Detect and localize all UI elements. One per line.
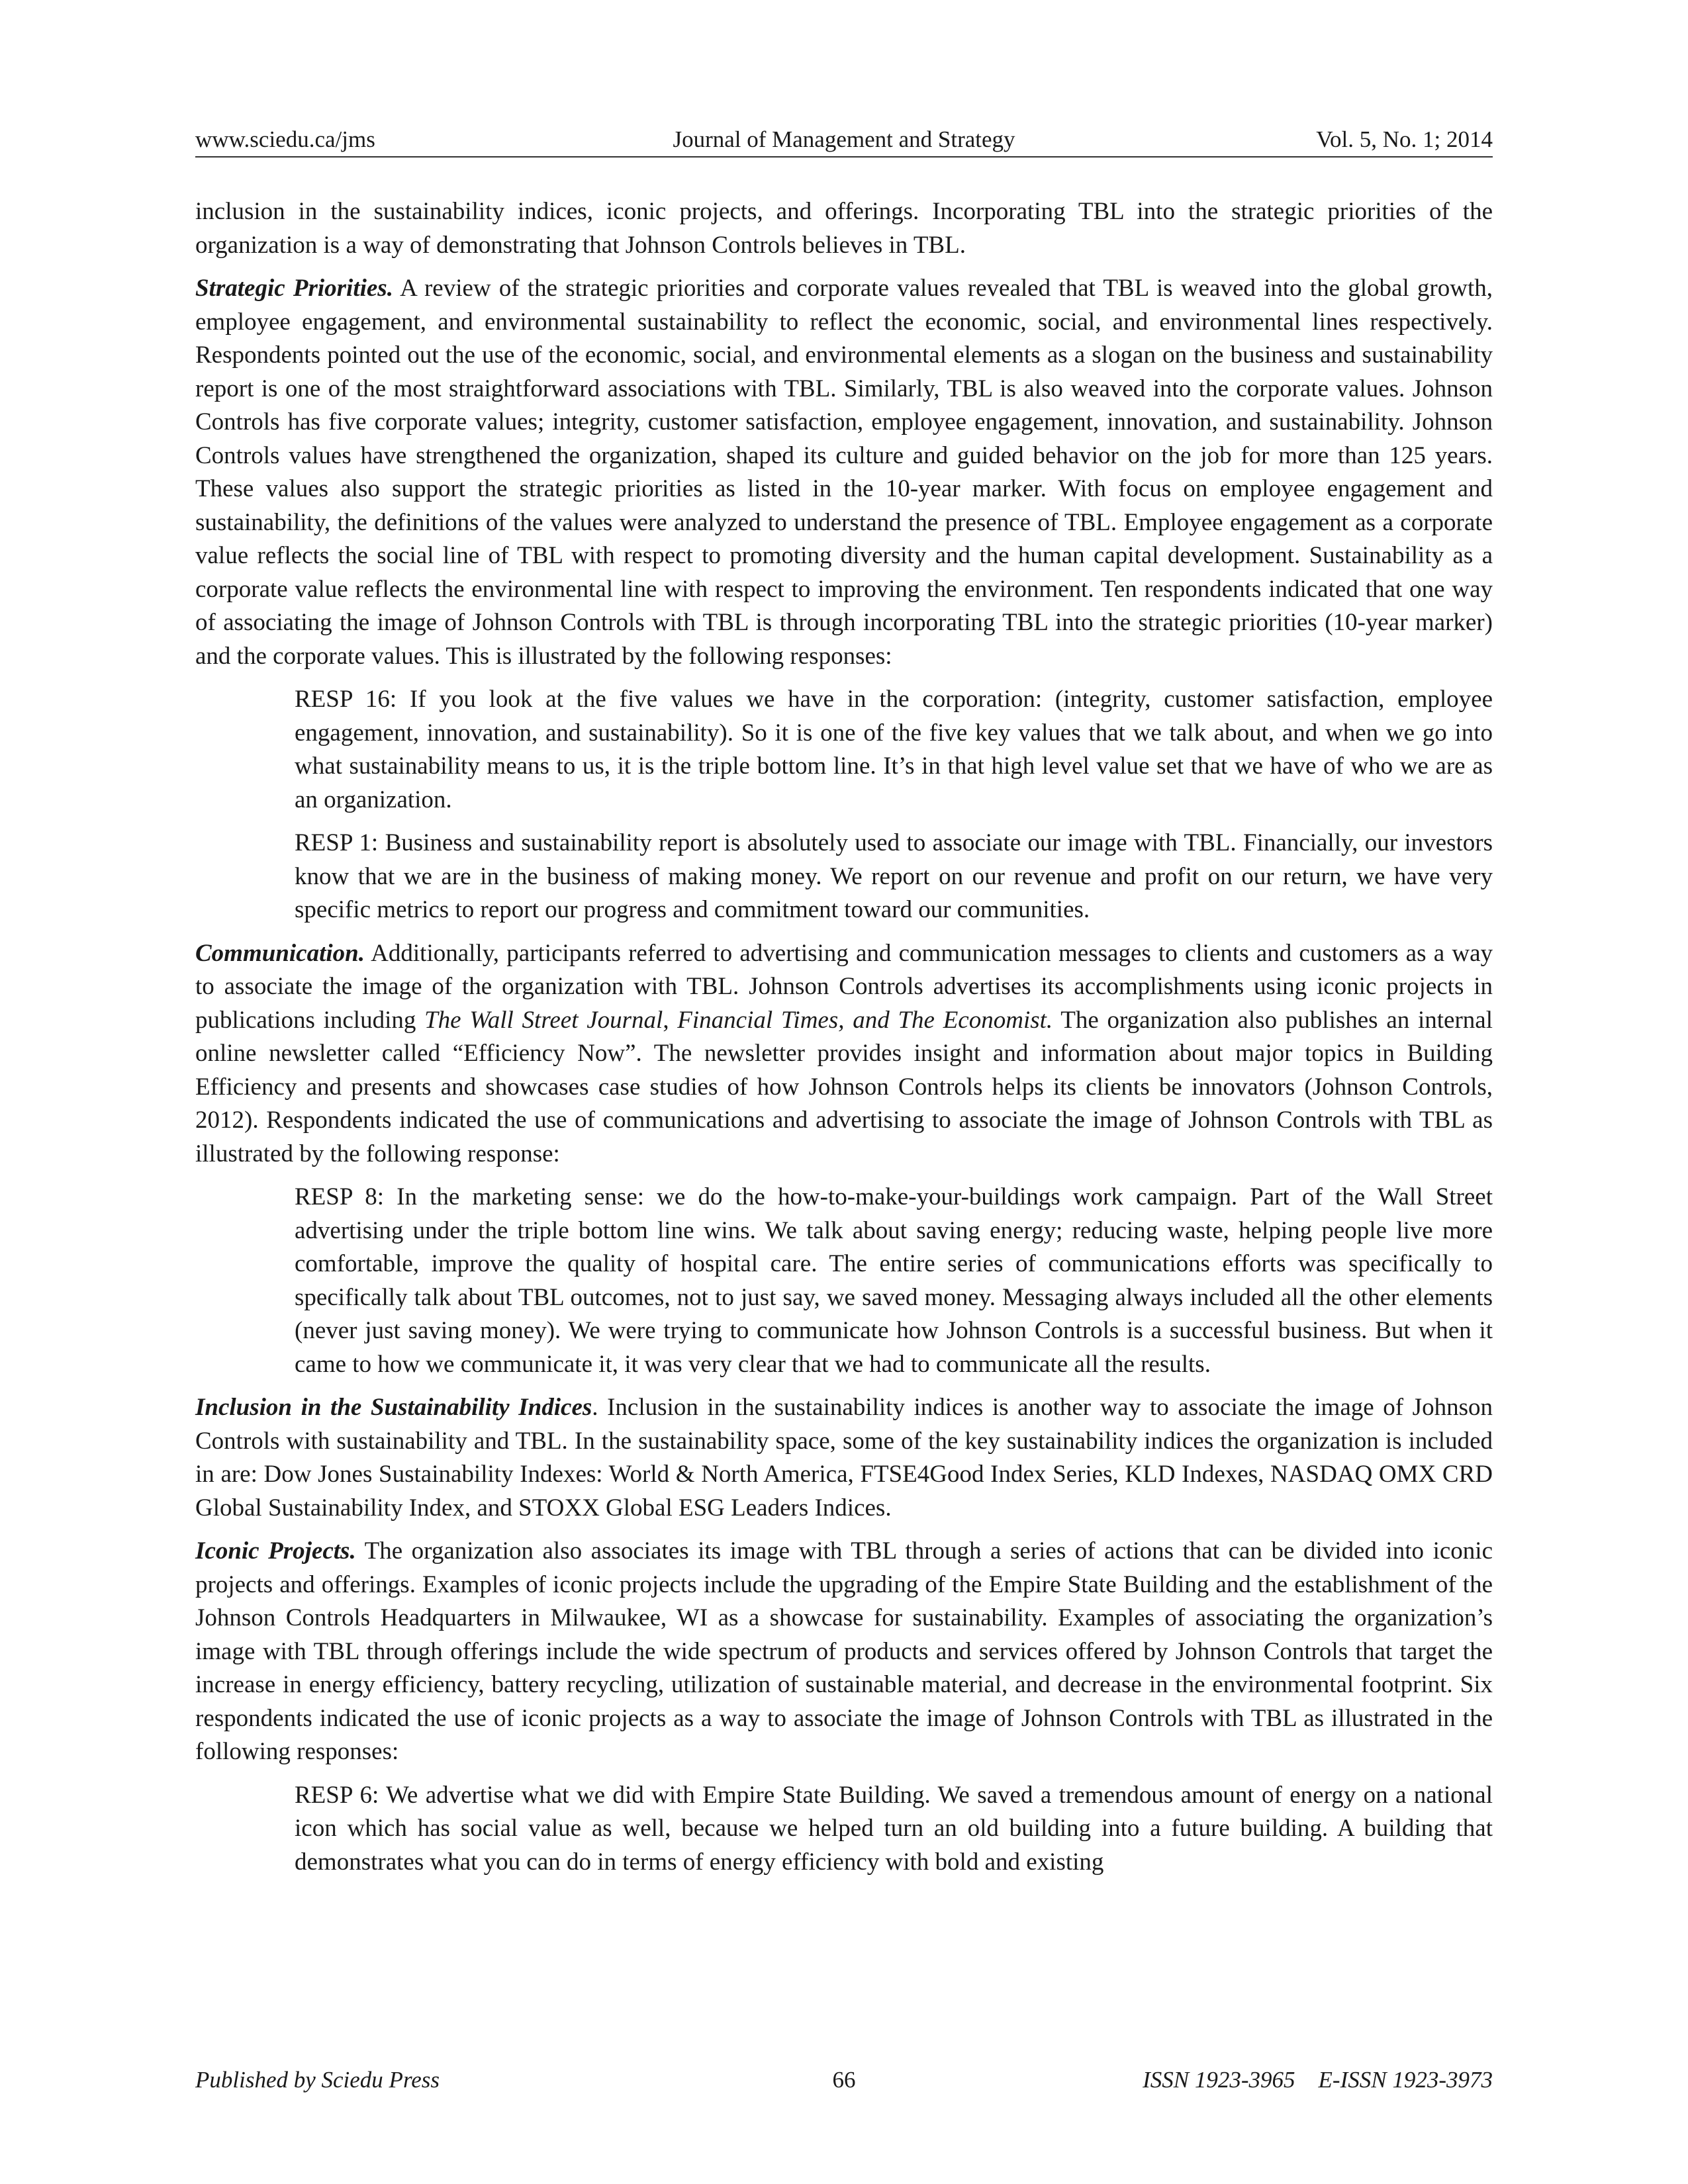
section-heading-strategic-priorities: Strategic Priorities. [195,275,393,302]
block-quote-resp-8: RESP 8: In the marketing sense: we do the how-to-make-your-buildings work campaign. Part of the Wall Street advertising under the triple bottom line wins. We talk about saving energy; reducing waste, helping people live more comfortable, improve the quality of hospital care. The entire series of communications efforts was specifically to specifically talk about TBL outcomes, not to just say, we saved money. Messaging always included all the other elements (never just saving money). We were trying to communicate how Johnson Controls is a successful business. But when it came to how we communicate it, it was very clear that we had to communicate all the results. [295,1183,1493,1378]
header-journal-title: Journal of Management and Strategy [673,126,1015,152]
paragraph-text: A review of the strategic priorities and corporate values revealed that TBL is weaved into the global growth, employee engagement, and environmental sustainability to reflect the economic, social, and environmental lines respectively. Respondents pointed out the use of the economic, social, and environmental elements as a slogan on the business and sustainability report is one of the most straightforward associations with TBL. Similarly, TBL is also weaved into the corporate values. Johnson Controls has five corporate values; integrity, customer satisfaction, employee engagement, innovation, and sustainability. Johnson Controls values have strengthened the organization, shaped its culture and guided behavior on the job for more than 125 years. These values also support the strategic priorities as listed in the 10-year marker. With focus on employee engagement and sustainability, the definitions of the values were analyzed to understand the presence of TBL. Employee engagement as a corporate value reflects the social line of TBL with respect to promoting diversity and the human capital development. Sustainability as a corporate value reflects the environmental line with respect to improving the environment. Ten respondents indicated that one way of associating the image of Johnson Controls with TBL is through incorporating TBL into the strategic priorities (10-year marker) and the corporate values. This is illustrated by the following responses: [195,275,1493,670]
paragraph-continued: inclusion in the sustainability indices, iconic projects, and offerings. Incorporating TBL into the strategic priorities of the organization is a way of demonstrating that Johnson Controls believes in TBL. [195,198,1493,259]
header-url: www.sciedu.ca/jms [195,126,375,152]
block-quote-resp-16: RESP 16: If you look at the five values we have in the corporation: (integrity, customer satisfaction, employee engagement, innovation, and sustainability). So it is one of the five key values that we talk about, and when we go into what sustainability means to us, it is the triple bottom line. It’s in that high level value set that we have of who we are as an organization. [295,686,1493,813]
paragraph-text: Additionally, participants referred to advertising and communication messages to clients and customers as a way to associate the image of the organization with TBL. Johnson Controls advertises its accomplishments using iconic projects in publications including [195,939,1493,1034]
paragraph-text: The organization also associates its image with TBL through a series of actions that can be divided into iconic projects and offerings. Examples of iconic projects include the upgrading of the Empire State Building and the establishment of the Johnson Controls Headquarters in Milwaukee, WI as a showcase for sustainability. Examples of associating the organization’s image with TBL through offerings include the wide spectrum of products and services offered by Johnson Controls that target the increase in energy efficiency, battery recycling, utilization of sustainable material, and decrease in the environmental footprint. Six respondents indicated the use of iconic projects as a way to associate the image of Johnson Controls with TBL as illustrated in the following responses: [195,1537,1493,1765]
footer-issn: ISSN 1923-3965 E-ISSN 1923-3973 [1143,2067,1493,2093]
page-body [195,195,1493,1889]
section-heading-sustainability-indices: Inclusion in the Sustainability Indices [195,1394,592,1421]
paragraph-communication [195,937,1493,1171]
paragraph-sustainability-indices [195,1391,1493,1525]
paragraph-iconic-projects [195,1535,1493,1769]
publication-title: The Wall Street Journal [424,1006,663,1034]
running-footer [195,2064,1493,2097]
paragraph-text: , [663,1006,678,1034]
section-heading-iconic-projects: Iconic Projects. [195,1537,356,1565]
header-volume: Vol. 5, No. 1; 2014 [1316,126,1493,152]
page-number: 66 [832,2067,856,2093]
paragraph-strategic-priorities [195,272,1493,673]
section-heading-communication: Communication. [195,939,365,967]
paragraph-text: The organization also publishes an internal online newsletter called “Efficiency Now”. The newsletter provides insight and information about major topics in Building Efficiency and presents and showcases case studies of how Johnson Controls helps its clients be innovators (Johnson Controls, 2012). Respondents indicated the use of communications and advertising to associate the image of Johnson Controls with TBL as illustrated by the following response: [195,1006,1493,1167]
running-header [195,123,1493,158]
footer-publisher: Published by Sciedu Press [195,2067,440,2093]
block-quote-resp-1: RESP 1: Business and sustainability report is absolutely used to associate our image with TBL. Financially, our investors know that we are in the business of making money. We report on our revenue and profit on our return, we have very specific metrics to report our progress and commitment toward our communities. [295,829,1493,923]
block-quote-resp-6: RESP 6: We advertise what we did with Empire State Building. We saved a tremendous amount of energy on a national icon which has social value as well, because we helped turn an old building into a future building. A building that demonstrates what you can do in terms of energy efficiency with bold and existing [295,1781,1493,1876]
publication-title: Financial Times, and The Economist. [677,1006,1053,1034]
paragraph-text: . Inclusion in the sustainability indices is another way to associate the image of Johnson Controls with sustainability and TBL. In the sustainability space, some of the key sustainability indices the organization is included in are: Dow Jones Sustainability Indexes: World & North America, FTSE4Good Index Series, KLD Indexes, NASDAQ OMX CRD Global Sustainability Index, and STOXX Global ESG Leaders Indices. [195,1394,1493,1522]
